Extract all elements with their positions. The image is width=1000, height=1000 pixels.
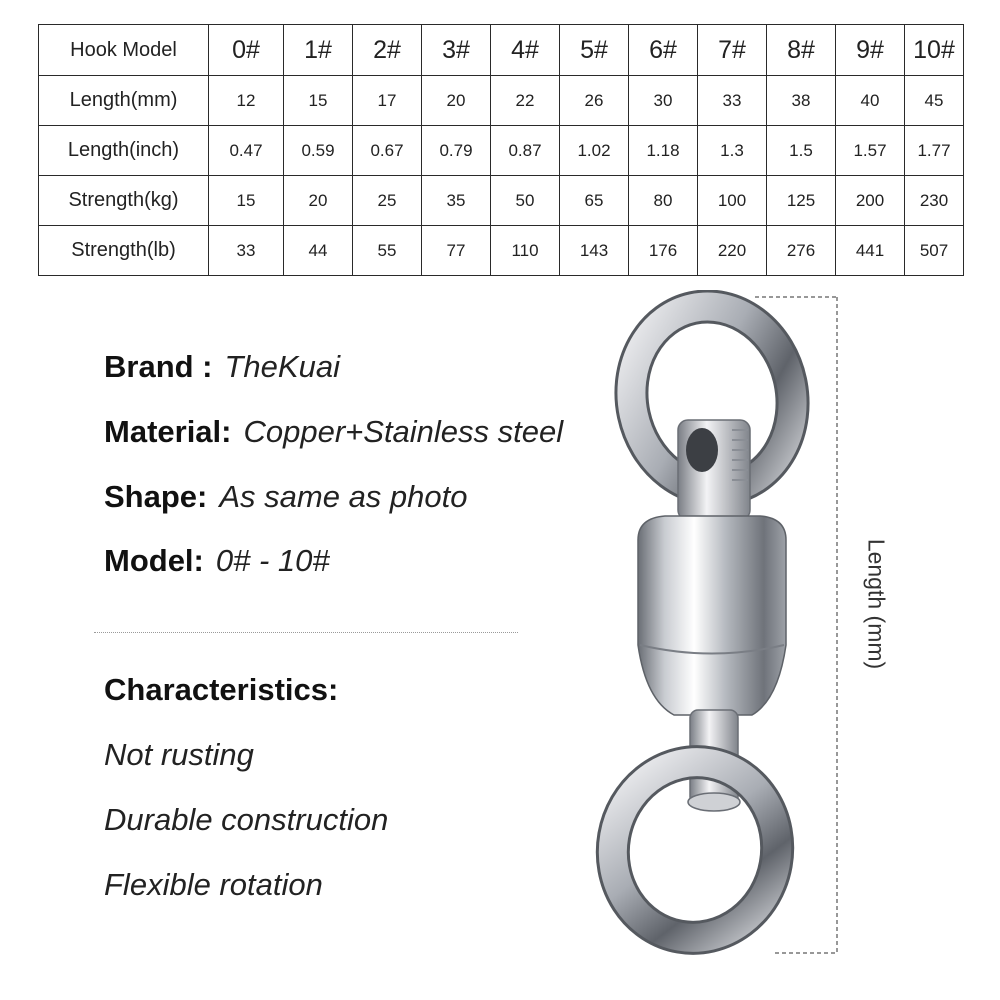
table-cell: 1.3: [698, 126, 767, 176]
shape-value: As same as photo: [219, 479, 468, 514]
section-divider: [94, 632, 518, 633]
table-cell: 100: [698, 176, 767, 226]
table-cell: 44: [284, 226, 353, 276]
table-cell: 1.77: [905, 126, 964, 176]
length-dimension-label: Length (mm): [863, 538, 890, 670]
model-label: Model:: [104, 543, 204, 578]
table-cell: 77: [422, 226, 491, 276]
table-cell: 65: [560, 176, 629, 226]
table-cell: 441: [836, 226, 905, 276]
top-pin: [678, 420, 750, 520]
header-model: 5#: [560, 25, 629, 76]
table-cell: 0.47: [209, 126, 284, 176]
shape-line: [104, 479, 468, 515]
row-label: Length(mm): [39, 76, 209, 126]
swivel-illustration: [560, 290, 860, 970]
characteristic-item: Flexible rotation: [104, 867, 323, 902]
table-cell: 22: [491, 76, 560, 126]
table-cell: 1.5: [767, 126, 836, 176]
header-model: 8#: [767, 25, 836, 76]
header-model: 9#: [836, 25, 905, 76]
header-model: 4#: [491, 25, 560, 76]
characteristics-title: Characteristics:: [104, 672, 339, 707]
table-cell: 20: [422, 76, 491, 126]
material-value: Copper+Stainless steel: [243, 414, 564, 449]
header-model: 6#: [629, 25, 698, 76]
material-label: Material:: [104, 414, 232, 449]
spec-table: [38, 24, 964, 276]
row-label: Length(inch): [39, 126, 209, 176]
header-model: 2#: [353, 25, 422, 76]
table-row: [39, 76, 964, 126]
table-cell: 176: [629, 226, 698, 276]
table-row: [39, 226, 964, 276]
table-row: [39, 176, 964, 226]
table-cell: 276: [767, 226, 836, 276]
table-cell: 0.87: [491, 126, 560, 176]
table-cell: 200: [836, 176, 905, 226]
table-cell: 15: [284, 76, 353, 126]
table-cell: 0.79: [422, 126, 491, 176]
table-cell: 0.67: [353, 126, 422, 176]
table-cell: 1.02: [560, 126, 629, 176]
table-cell: 110: [491, 226, 560, 276]
table-cell: 33: [209, 226, 284, 276]
brand-line: [104, 349, 340, 385]
table-cell: 25: [353, 176, 422, 226]
table-cell: 17: [353, 76, 422, 126]
shape-label: Shape:: [104, 479, 208, 514]
table-cell: 33: [698, 76, 767, 126]
table-cell: 55: [353, 226, 422, 276]
table-cell: 50: [491, 176, 560, 226]
header-model: 3#: [422, 25, 491, 76]
header-model: 10#: [905, 25, 964, 76]
characteristic-item: Durable construction: [104, 802, 389, 837]
header-model: 1#: [284, 25, 353, 76]
header-model: 0#: [209, 25, 284, 76]
brand-value: TheKuai: [224, 349, 340, 384]
table-cell: 12: [209, 76, 284, 126]
table-cell: 45: [905, 76, 964, 126]
table-cell: 38: [767, 76, 836, 126]
swivel-body: [638, 516, 786, 715]
table-cell: 507: [905, 226, 964, 276]
table-cell: 26: [560, 76, 629, 126]
brand-label: Brand :: [104, 349, 213, 384]
table-cell: 30: [629, 76, 698, 126]
table-header-row: [39, 25, 964, 76]
table-cell: 80: [629, 176, 698, 226]
model-line: [104, 543, 330, 579]
table-cell: 1.18: [629, 126, 698, 176]
table-cell: 1.57: [836, 126, 905, 176]
table-row: [39, 126, 964, 176]
characteristic-item: Not rusting: [104, 737, 254, 772]
row-label: Strength(kg): [39, 176, 209, 226]
table-cell: 143: [560, 226, 629, 276]
table-cell: 125: [767, 176, 836, 226]
table-cell: 15: [209, 176, 284, 226]
table-cell: 230: [905, 176, 964, 226]
row-label: Strength(lb): [39, 226, 209, 276]
table-cell: 20: [284, 176, 353, 226]
table-cell: 220: [698, 226, 767, 276]
table-cell: 0.59: [284, 126, 353, 176]
table-cell: 40: [836, 76, 905, 126]
header-model: 7#: [698, 25, 767, 76]
table-cell: 35: [422, 176, 491, 226]
model-value: 0# - 10#: [215, 543, 330, 578]
material-line: [104, 414, 563, 450]
header-label: Hook Model: [39, 25, 209, 76]
